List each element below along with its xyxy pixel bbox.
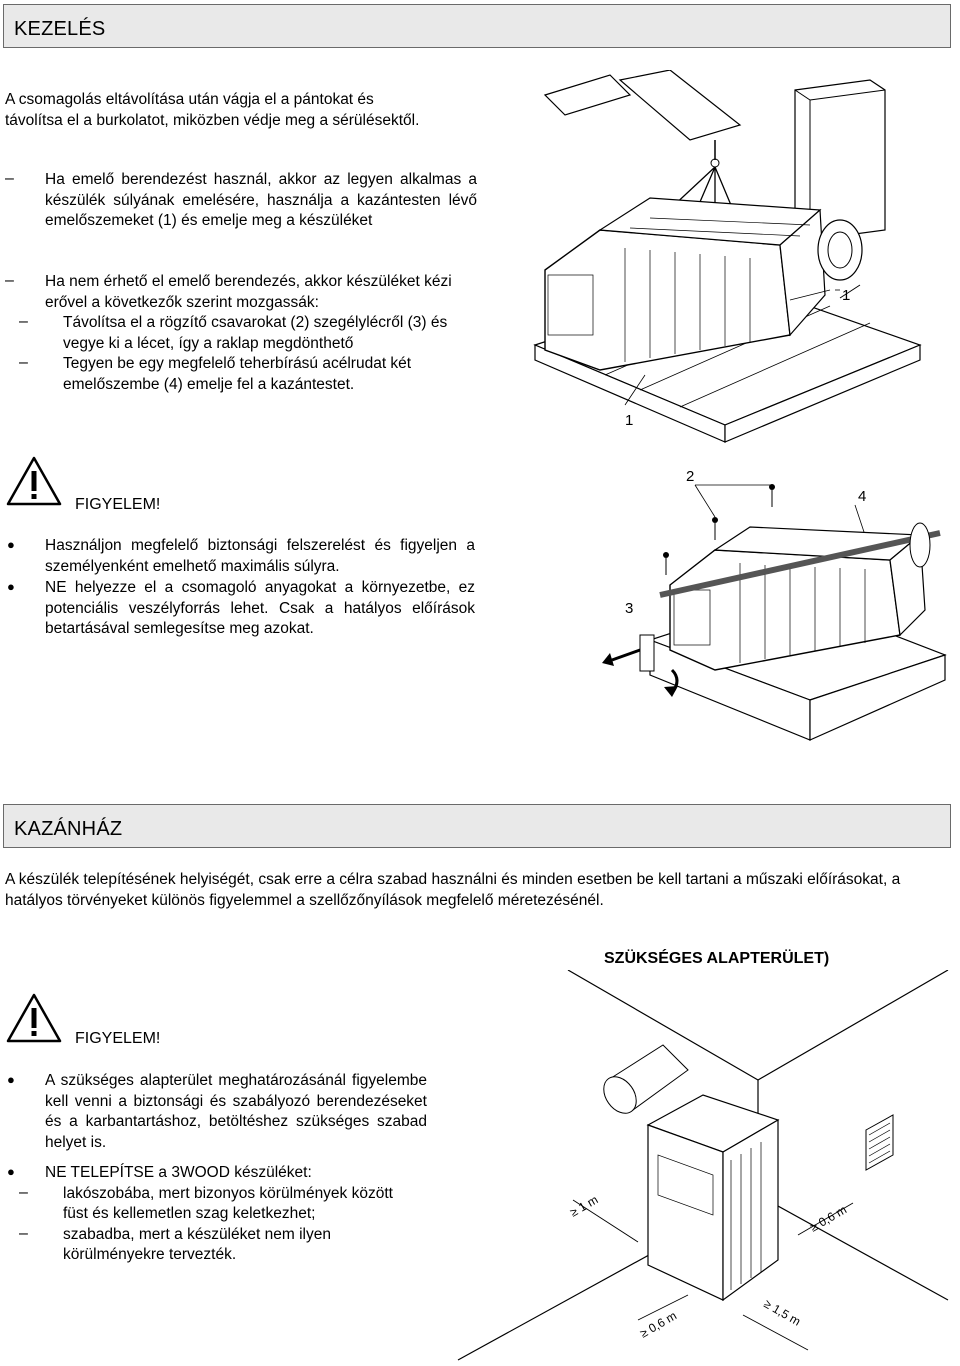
dimension-label: ≥ 0,6 m [637,1308,680,1341]
figure-boiler-room [448,970,953,1365]
figure-label: 3 [625,600,634,617]
warning-triangle-icon [5,992,63,1044]
dimension-label: ≥ 1,5 m [761,1296,804,1329]
list-item: ● NE helyezze el a csomagoló anyagokat a környezetbe, ez potenciális veszélyforrás lehet. Csak a hatályos előírások betartásával semlegesítse meg azokat. [5,578,475,640]
list-item: ● A szükséges alapterület meghatározásánál figyelembe kell venni a biztonsági és szabályozó berendezéseket és a karbantartáshoz, betöltéshez szükséges szabad helyet is. [5,1071,427,1153]
sub-list-item: – Tegyen be egy megfelelő teherbírású acélrudat két emelőszembe (4) emelje fel a kazántestet. [45,354,477,395]
figure-title: SZÜKSÉGES ALAPTERÜLET) [604,950,830,967]
list-item-text: Ha nem érhető el emelő berendezés, akkor készüléket kézi erővel a következők szerint mozgassák: [45,273,452,311]
section-title: KAZÁNHÁZ [14,818,123,840]
sub-list-item-text: szabadba, mert a készüléket nem ilyen körülményekre tervezték. [63,1225,331,1263]
figure-label: 2 [686,468,695,485]
list-item: – Ha emelő berendezést használ, akkor az legyen alkalmas a készülék súlyának emelésére, használja a kazántesten lévő emelőszemeket (1) és emelje meg a készüléket [5,170,477,232]
sub-list-item: – lakószobába, mert bizonyos körülmények között füst és kellemetlen szag keletkezhet; [45,1184,435,1225]
dimension-label: ≥ 1 m [567,1192,601,1220]
list-item-text: A szükséges alapterület meghatározásánál figyelembe kell venni a biztonsági és szabályozó berendezéseket és a karbantartáshoz, betöltéshez szükséges szabad helyet is. [45,1072,427,1151]
list-item-text: NE helyezze el a csomagoló anyagokat a környezetbe, ez potenciális veszélyforrás lehet. Csak a hatályos előírások betartásával semlegesítse meg azokat. [45,579,475,637]
list-item-text: Használjon megfelelő biztonsági felszerelést és figyeljen a személyenként emelhető maximális súlyra. [45,537,475,575]
dimension-label: ≥ 0,6 m [807,1202,850,1235]
sub-list-item-text: lakószobába, mert bizonyos körülmények között füst és kellemetlen szag keletkezhet; [63,1184,393,1222]
list-item-text: Ha emelő berendezést használ, akkor az legyen alkalmas a készülék súlyának emelésére, használja a kazántesten lévő emelőszemeket (1) és emelje meg a készüléket [45,171,477,229]
sub-list-item: – szabadba, mert a készüléket nem ilyen körülményekre tervezték. [45,1225,435,1266]
sub-list-item-text: Tegyen be egy megfelelő teherbírású acélrudat két emelőszembe (4) emelje fel a kazántestet. [63,355,412,393]
section-title: KEZELÉS [14,18,106,40]
section-header-kezeles [3,4,951,48]
list-item: – Ha nem érhető el emelő berendezés, akkor készüléket kézi erővel a következők szerint mozgassák: – Távolítsa el a rögzítő csavarokat (2) szegélylécről (3) és vegye ki a lécet, így a raklap megdönthető – Tegyen be egy megfelelő teherbírású acélrudat két emelőszembe (4) emelje fel a kazántestet. [5,272,477,395]
intro-paragraph: A készülék telepítésének helyiségét, csak erre a célra szabad használni és minden esetben be kell tartani a műszaki előírásokat, a hatályos törvényeket különös figyelemmel a szellőzőnyílások megfelelő méretezésénél. [5,871,901,909]
section-header-kazanhaz [3,804,951,848]
intro-paragraph: A csomagolás eltávolítása után vágja el a pántokat és távolítsa el a burkolatot, miközben védje meg a sérülésektől. [5,91,420,129]
figure-lifting-boiler [530,70,950,450]
warning-label: FIGYELEM! [75,1030,161,1047]
list-item: ● Használjon megfelelő biztonsági felszerelést és figyeljen a személyenként emelhető maximális súlyra. [5,536,475,577]
figure-label: 1 [625,412,634,429]
figure-label: 1 [842,287,851,304]
sub-list-item-text: Távolítsa el a rögzítő csavarokat (2) szegélylécről (3) és vegye ki a lécet, így a raklap megdönthető [63,314,448,352]
figure-label: 4 [858,488,867,505]
list-item-text: NE TELEPÍTSE a 3WOOD készüléket: [45,1164,312,1181]
warning-triangle-icon [5,455,63,507]
warning-label: FIGYELEM! [75,496,161,513]
figure-tipping-pallet [600,465,950,745]
sub-list-item: – Távolítsa el a rögzítő csavarokat (2) szegélylécről (3) és vegye ki a lécet, így a raklap megdönthető [45,313,477,354]
list-item: ● NE TELEPÍTSE a 3WOOD készüléket: – lakószobába, mert bizonyos körülmények között füst és kellemetlen szag keletkezhet; – szabadba, mert a készüléket nem ilyen körülményekre tervezték. [5,1163,435,1266]
